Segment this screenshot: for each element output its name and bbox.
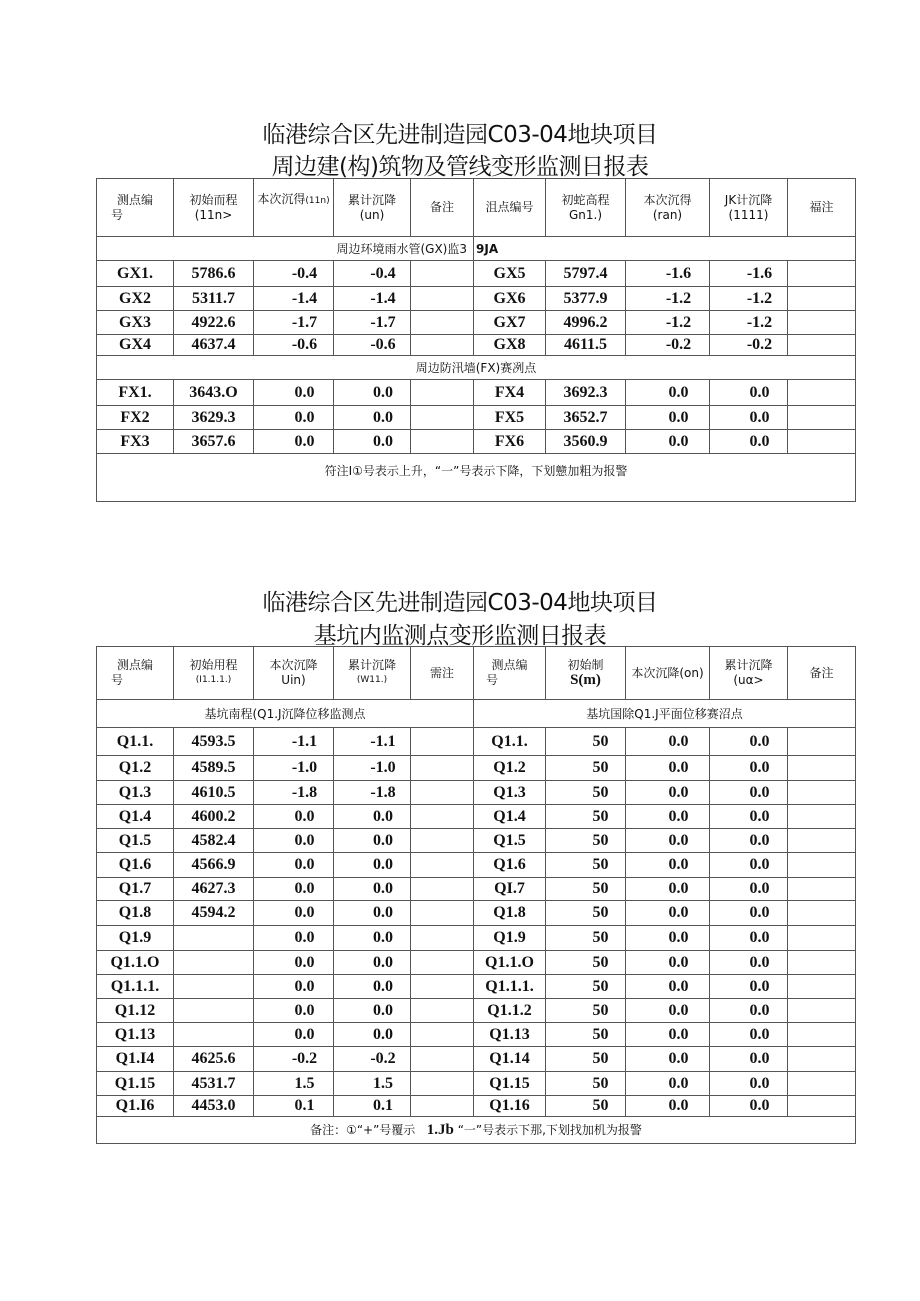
- cell-cumulative-settlement-right: 0.0: [710, 1023, 788, 1047]
- cell-remark-right: [788, 335, 856, 356]
- cell-remark: [411, 311, 474, 335]
- cell-cumulative-settlement-right: 0.0: [710, 853, 788, 878]
- cell-initial-value: 4610.5: [174, 781, 254, 805]
- cell-remark-right: [788, 406, 856, 430]
- cell-cumulative-settlement-right: 0.0: [710, 999, 788, 1023]
- cell-current-settlement: 0.0: [254, 951, 334, 975]
- cell-point-id-right: FX5: [474, 406, 546, 430]
- cell-current-settlement-right: 0.0: [626, 829, 710, 853]
- cell-point-id: FX2: [97, 406, 174, 430]
- cell-remark: [411, 1047, 474, 1072]
- cell-cumulative-settlement-right: 0.0: [710, 975, 788, 999]
- header-remark-right: 备注: [788, 647, 856, 700]
- cell-initial-value: 3629.3: [174, 406, 254, 430]
- header-current-settlement: 本次沉得(11n): [254, 179, 334, 237]
- report2-table: [96, 646, 856, 1144]
- cell-remark: [411, 1023, 474, 1047]
- table-row: [97, 261, 856, 287]
- cell-current-settlement: -1.7: [254, 311, 334, 335]
- cell-cumulative-settlement: -0.4: [334, 261, 411, 287]
- cell-remark-right: [788, 926, 856, 951]
- cell-cumulative-settlement: 0.0: [334, 406, 411, 430]
- cell-initial-value: 4637.4: [174, 335, 254, 356]
- cell-initial-value: 4531.7: [174, 1072, 254, 1096]
- cell-current-settlement-right: -1.2: [626, 287, 710, 311]
- cell-cumulative-settlement: -1.1: [334, 728, 411, 756]
- cell-point-id-right: Q1.1.: [474, 728, 546, 756]
- cell-cumulative-settlement: 0.0: [334, 926, 411, 951]
- cell-initial-value-right: 3692.3: [546, 380, 626, 406]
- cell-cumulative-settlement: 0.0: [334, 951, 411, 975]
- cell-cumulative-settlement: 0.1: [334, 1096, 411, 1117]
- cell-current-settlement-right: 0.0: [626, 999, 710, 1023]
- header-point-id-right: 沮点编号: [474, 179, 546, 237]
- cell-cumulative-settlement: -1.7: [334, 311, 411, 335]
- cell-remark: [411, 829, 474, 853]
- section-title: 基坑南程(Q1.J沉降位移监测点: [97, 700, 474, 728]
- cell-point-id-right: Q1.9: [474, 926, 546, 951]
- report2-title-line2: 基坑内监测点变形监测日报表: [313, 623, 607, 649]
- report2-header-row: [97, 647, 856, 700]
- cell-remark: [411, 261, 474, 287]
- cell-remark: [411, 1096, 474, 1117]
- report1-title-line2: 周边建(构)筑物及管线变形监测日报表: [271, 154, 649, 180]
- cell-point-id-right: Q1.15: [474, 1072, 546, 1096]
- cell-initial-value-right: 5377.9: [546, 287, 626, 311]
- cell-current-settlement: -1.0: [254, 756, 334, 781]
- cell-current-settlement-right: 0.0: [626, 728, 710, 756]
- cell-initial-value-right: 50: [546, 926, 626, 951]
- cell-current-settlement-right: 0.0: [626, 406, 710, 430]
- header-initial-elevation-right: 初蛇高程 Gn1.): [546, 179, 626, 237]
- cell-remark-right: [788, 853, 856, 878]
- report1-note: 符注I①号表示上升，“一”号表示下降，下划戆加粗为报警: [97, 454, 856, 502]
- cell-initial-value: 3657.6: [174, 430, 254, 454]
- table-row: [97, 901, 856, 926]
- cell-current-settlement-right: -1.2: [626, 311, 710, 335]
- cell-point-id: GX2: [97, 287, 174, 311]
- cell-remark-right: [788, 728, 856, 756]
- cell-point-id-right: Q1.1.1.: [474, 975, 546, 999]
- cell-current-settlement-right: 0.0: [626, 1047, 710, 1072]
- cell-current-settlement-right: 0.0: [626, 975, 710, 999]
- cell-point-id-right: Q1.1.O: [474, 951, 546, 975]
- cell-current-settlement-right: 0.0: [626, 805, 710, 829]
- table-row: [97, 878, 856, 901]
- header-initial-elevation: 初始而程 (11n>: [174, 179, 254, 237]
- cell-initial-value: 4594.2: [174, 901, 254, 926]
- report1-gx-rows: [97, 261, 856, 356]
- cell-remark: [411, 975, 474, 999]
- cell-remark: [411, 335, 474, 356]
- cell-initial-value-right: 50: [546, 829, 626, 853]
- cell-cumulative-settlement-right: 0.0: [710, 756, 788, 781]
- cell-current-settlement: 0.0: [254, 999, 334, 1023]
- cell-point-id: FX3: [97, 430, 174, 454]
- cell-cumulative-settlement: -1.4: [334, 287, 411, 311]
- cell-cumulative-settlement: 0.0: [334, 430, 411, 454]
- table-row: [97, 951, 856, 975]
- cell-initial-value-right: 3560.9: [546, 430, 626, 454]
- table-row: [97, 1023, 856, 1047]
- cell-remark: [411, 926, 474, 951]
- cell-initial-value-right: 50: [546, 901, 626, 926]
- cell-current-settlement: 0.0: [254, 829, 334, 853]
- cell-point-id: GX4: [97, 335, 174, 356]
- report2-q-rows: [97, 728, 856, 1117]
- report2-section-row: [97, 700, 856, 728]
- cell-point-id-right: Q1.8: [474, 901, 546, 926]
- cell-cumulative-settlement: 1.5: [334, 1072, 411, 1096]
- table-row: [97, 1096, 856, 1117]
- cell-cumulative-settlement-right: 0.0: [710, 901, 788, 926]
- cell-initial-value: 4922.6: [174, 311, 254, 335]
- cell-remark-right: [788, 829, 856, 853]
- header-current-settlement-right: 本次沉降(on): [626, 647, 710, 700]
- table-row: [97, 406, 856, 430]
- cell-cumulative-settlement: 0.0: [334, 975, 411, 999]
- cell-cumulative-settlement-right: 0.0: [710, 380, 788, 406]
- cell-cumulative-settlement-right: 0.0: [710, 406, 788, 430]
- cell-remark-right: [788, 901, 856, 926]
- cell-remark-right: [788, 311, 856, 335]
- cell-point-id: Q1.12: [97, 999, 174, 1023]
- cell-current-settlement-right: 0.0: [626, 853, 710, 878]
- cell-initial-value-right: 50: [546, 1023, 626, 1047]
- cell-initial-value: [174, 1023, 254, 1047]
- cell-point-id: Q1.I6: [97, 1096, 174, 1117]
- cell-initial-value-right: 50: [546, 728, 626, 756]
- cell-current-settlement: 0.0: [254, 380, 334, 406]
- header-cumulative-settlement-right: 累计沉降 (uα>: [710, 647, 788, 700]
- cell-point-id: Q1.15: [97, 1072, 174, 1096]
- cell-point-id: Q1.6: [97, 853, 174, 878]
- cell-cumulative-settlement: 0.0: [334, 805, 411, 829]
- cell-cumulative-settlement: -1.8: [334, 781, 411, 805]
- cell-point-id: Q1.9: [97, 926, 174, 951]
- cell-remark-right: [788, 1072, 856, 1096]
- cell-initial-value-right: 50: [546, 951, 626, 975]
- table-row: [97, 380, 856, 406]
- cell-remark-right: [788, 430, 856, 454]
- report2-note-row: [97, 1117, 856, 1144]
- cell-point-id-right: Q1.16: [474, 1096, 546, 1117]
- cell-cumulative-settlement-right: 0.0: [710, 878, 788, 901]
- report1-fx-rows: [97, 380, 856, 454]
- cell-point-id: Q1.13: [97, 1023, 174, 1047]
- cell-point-id: GX1.: [97, 261, 174, 287]
- table-row: [97, 430, 856, 454]
- cell-current-settlement-right: 0.0: [626, 926, 710, 951]
- cell-remark: [411, 406, 474, 430]
- cell-cumulative-settlement: 0.0: [334, 853, 411, 878]
- cell-initial-value: 4600.2: [174, 805, 254, 829]
- cell-point-id-right: QI.7: [474, 878, 546, 901]
- cell-remark: [411, 878, 474, 901]
- table-row: [97, 805, 856, 829]
- report1-note-row: [97, 454, 856, 502]
- cell-initial-value-right: 50: [546, 975, 626, 999]
- cell-current-settlement: -1.1: [254, 728, 334, 756]
- cell-remark: [411, 430, 474, 454]
- cell-point-id-right: Q1.6: [474, 853, 546, 878]
- cell-current-settlement-right: 0.0: [626, 878, 710, 901]
- cell-remark-right: [788, 1023, 856, 1047]
- header-remark-right: 福注: [788, 179, 856, 237]
- cell-point-id: Q1.5: [97, 829, 174, 853]
- report2-note: 备注：①“+”号覆示 1.Jb “一”号表示下那,下划找加机为报警: [97, 1117, 856, 1144]
- cell-initial-value: 4589.5: [174, 756, 254, 781]
- cell-remark-right: [788, 999, 856, 1023]
- cell-remark: [411, 728, 474, 756]
- section-title: 周边防汛墙(FX)赛冽点: [97, 356, 856, 380]
- cell-current-settlement-right: 0.0: [626, 1096, 710, 1117]
- header-current-settlement-right: 本次沉得 (ran): [626, 179, 710, 237]
- cell-current-settlement: 0.0: [254, 901, 334, 926]
- cell-current-settlement: 0.0: [254, 975, 334, 999]
- cell-cumulative-settlement-right: 0.0: [710, 805, 788, 829]
- cell-initial-value: 5311.7: [174, 287, 254, 311]
- cell-remark-right: [788, 951, 856, 975]
- cell-current-settlement-right: 0.0: [626, 756, 710, 781]
- cell-point-id-right: FX6: [474, 430, 546, 454]
- cell-current-settlement: 0.0: [254, 878, 334, 901]
- cell-point-id: Q1.1.1.: [97, 975, 174, 999]
- cell-current-settlement-right: 0.0: [626, 781, 710, 805]
- header-initial-elevation: 初始用程 (I1.1.1.): [174, 647, 254, 700]
- cell-current-settlement: 0.0: [254, 853, 334, 878]
- cell-initial-value-right: 50: [546, 878, 626, 901]
- cell-initial-value-right: 50: [546, 1072, 626, 1096]
- cell-remark: [411, 999, 474, 1023]
- cell-remark-right: [788, 380, 856, 406]
- header-point-id: 测点编 号: [97, 179, 174, 237]
- cell-current-settlement: 0.0: [254, 805, 334, 829]
- cell-current-settlement-right: 0.0: [626, 430, 710, 454]
- header-initial-value-right: 初始制 S(m): [546, 647, 626, 700]
- cell-cumulative-settlement: -0.2: [334, 1047, 411, 1072]
- cell-current-settlement-right: -1.6: [626, 261, 710, 287]
- header-point-id-right: 测点编 号: [474, 647, 546, 700]
- cell-cumulative-settlement-right: -0.2: [710, 335, 788, 356]
- cell-initial-value-right: 3652.7: [546, 406, 626, 430]
- cell-point-id: Q1.I4: [97, 1047, 174, 1072]
- cell-remark-right: [788, 1096, 856, 1117]
- cell-point-id-right: GX5: [474, 261, 546, 287]
- cell-cumulative-settlement: 0.0: [334, 999, 411, 1023]
- cell-initial-value: 4627.3: [174, 878, 254, 901]
- section-title: 周边环境雨水管(GX)监3: [97, 237, 474, 261]
- cell-cumulative-settlement-right: 0.0: [710, 1047, 788, 1072]
- cell-remark: [411, 380, 474, 406]
- cell-point-id: FX1.: [97, 380, 174, 406]
- table-row: [97, 311, 856, 335]
- cell-initial-value-right: 50: [546, 1047, 626, 1072]
- cell-current-settlement-right: 0.0: [626, 1023, 710, 1047]
- cell-current-settlement: 0.1: [254, 1096, 334, 1117]
- cell-point-id: Q1.1.: [97, 728, 174, 756]
- cell-initial-value: 4566.9: [174, 853, 254, 878]
- cell-initial-value: [174, 975, 254, 999]
- cell-initial-value: 5786.6: [174, 261, 254, 287]
- cell-cumulative-settlement-right: -1.2: [710, 287, 788, 311]
- cell-remark-right: [788, 805, 856, 829]
- cell-current-settlement: 0.0: [254, 430, 334, 454]
- cell-cumulative-settlement-right: -1.6: [710, 261, 788, 287]
- report1-section1-row: [97, 237, 856, 261]
- cell-cumulative-settlement-right: 0.0: [710, 1096, 788, 1117]
- cell-remark-right: [788, 756, 856, 781]
- cell-remark-right: [788, 878, 856, 901]
- report2-title-line1: 临港综合区先进制造园C03-04地块项目: [262, 590, 658, 616]
- cell-point-id: Q1.4: [97, 805, 174, 829]
- table-row: [97, 335, 856, 356]
- cell-current-settlement-right: -0.2: [626, 335, 710, 356]
- table-row: [97, 1072, 856, 1096]
- cell-point-id-right: GX8: [474, 335, 546, 356]
- cell-point-id: Q1.1.O: [97, 951, 174, 975]
- cell-remark: [411, 287, 474, 311]
- cell-cumulative-settlement: -0.6: [334, 335, 411, 356]
- cell-current-settlement: 0.0: [254, 926, 334, 951]
- cell-cumulative-settlement: 0.0: [334, 1023, 411, 1047]
- report1-section2-row: [97, 356, 856, 380]
- report1-title-line1: 临港综合区先进制造园C03-04地块项目: [262, 122, 658, 148]
- cell-cumulative-settlement-right: 0.0: [710, 926, 788, 951]
- cell-point-id: Q1.3: [97, 781, 174, 805]
- cell-cumulative-settlement: -1.0: [334, 756, 411, 781]
- header-point-id: 测点编 号: [97, 647, 174, 700]
- cell-current-settlement: -1.8: [254, 781, 334, 805]
- table-row: [97, 287, 856, 311]
- cell-point-id-right: Q1.1.2: [474, 999, 546, 1023]
- cell-initial-value: 3643.O: [174, 380, 254, 406]
- cell-remark: [411, 901, 474, 926]
- section-title-right: 9JA: [474, 237, 856, 261]
- cell-remark-right: [788, 261, 856, 287]
- cell-initial-value-right: 50: [546, 805, 626, 829]
- table-row: [97, 999, 856, 1023]
- report1-table: [96, 178, 856, 502]
- cell-initial-value-right: 50: [546, 781, 626, 805]
- cell-current-settlement-right: 0.0: [626, 951, 710, 975]
- table-row: [97, 853, 856, 878]
- cell-current-settlement: -0.2: [254, 1047, 334, 1072]
- cell-remark: [411, 1072, 474, 1096]
- cell-cumulative-settlement-right: -1.2: [710, 311, 788, 335]
- cell-initial-value-right: 50: [546, 1096, 626, 1117]
- cell-cumulative-settlement-right: 0.0: [710, 829, 788, 853]
- cell-initial-value-right: 50: [546, 853, 626, 878]
- header-cumulative-settlement: 累计沉降 (W11.): [334, 647, 411, 700]
- cell-current-settlement: -1.4: [254, 287, 334, 311]
- header-current-settlement: 本次沉降 Uin): [254, 647, 334, 700]
- header-remark: 备注: [411, 179, 474, 237]
- cell-initial-value-right: 50: [546, 756, 626, 781]
- cell-cumulative-settlement-right: 0.0: [710, 430, 788, 454]
- cell-current-settlement-right: 0.0: [626, 380, 710, 406]
- cell-remark-right: [788, 1047, 856, 1072]
- cell-point-id-right: Q1.2: [474, 756, 546, 781]
- cell-point-id: Q1.8: [97, 901, 174, 926]
- table-row: [97, 829, 856, 853]
- table-row: [97, 756, 856, 781]
- cell-cumulative-settlement: 0.0: [334, 829, 411, 853]
- section-title-right: 基坑国除Q1.J平面位移赛沼点: [474, 700, 856, 728]
- cell-initial-value: [174, 999, 254, 1023]
- cell-cumulative-settlement-right: 0.0: [710, 781, 788, 805]
- cell-remark: [411, 756, 474, 781]
- cell-remark: [411, 853, 474, 878]
- cell-cumulative-settlement-right: 0.0: [710, 728, 788, 756]
- cell-initial-value: 4582.4: [174, 829, 254, 853]
- cell-point-id: GX3: [97, 311, 174, 335]
- cell-remark: [411, 951, 474, 975]
- cell-current-settlement: 0.0: [254, 406, 334, 430]
- cell-initial-value: 4625.6: [174, 1047, 254, 1072]
- cell-cumulative-settlement: 0.0: [334, 380, 411, 406]
- cell-point-id-right: GX6: [474, 287, 546, 311]
- cell-current-settlement: -0.6: [254, 335, 334, 356]
- cell-point-id-right: Q1.5: [474, 829, 546, 853]
- cell-point-id: Q1.2: [97, 756, 174, 781]
- header-remark: 需注: [411, 647, 474, 700]
- cell-initial-value-right: 50: [546, 999, 626, 1023]
- cell-point-id-right: Q1.4: [474, 805, 546, 829]
- cell-current-settlement-right: 0.0: [626, 901, 710, 926]
- cell-cumulative-settlement: 0.0: [334, 878, 411, 901]
- table-row: [97, 1047, 856, 1072]
- cell-cumulative-settlement-right: 0.0: [710, 1072, 788, 1096]
- cell-current-settlement-right: 0.0: [626, 1072, 710, 1096]
- cell-cumulative-settlement-right: 0.0: [710, 951, 788, 975]
- cell-initial-value: [174, 926, 254, 951]
- cell-remark-right: [788, 287, 856, 311]
- cell-current-settlement: -0.4: [254, 261, 334, 287]
- cell-initial-value-right: 4996.2: [546, 311, 626, 335]
- cell-point-id-right: Q1.13: [474, 1023, 546, 1047]
- cell-remark: [411, 805, 474, 829]
- cell-initial-value: [174, 951, 254, 975]
- cell-current-settlement: 1.5: [254, 1072, 334, 1096]
- table-row: [97, 975, 856, 999]
- table-row: [97, 926, 856, 951]
- cell-point-id-right: GX7: [474, 311, 546, 335]
- cell-point-id-right: Q1.14: [474, 1047, 546, 1072]
- table-row: [97, 781, 856, 805]
- cell-initial-value: 4453.0: [174, 1096, 254, 1117]
- table-row: [97, 728, 856, 756]
- header-cumulative-settlement-right: JK计沉降 (1111): [710, 179, 788, 237]
- cell-cumulative-settlement: 0.0: [334, 901, 411, 926]
- cell-point-id-right: Q1.3: [474, 781, 546, 805]
- cell-current-settlement: 0.0: [254, 1023, 334, 1047]
- cell-initial-value-right: 5797.4: [546, 261, 626, 287]
- cell-remark: [411, 781, 474, 805]
- cell-initial-value-right: 4611.5: [546, 335, 626, 356]
- cell-remark-right: [788, 781, 856, 805]
- cell-point-id-right: FX4: [474, 380, 546, 406]
- header-cumulative-settlement: 累计沉降 (un): [334, 179, 411, 237]
- cell-point-id: Q1.7: [97, 878, 174, 901]
- report1-header-row: [97, 179, 856, 237]
- cell-initial-value: 4593.5: [174, 728, 254, 756]
- cell-remark-right: [788, 975, 856, 999]
